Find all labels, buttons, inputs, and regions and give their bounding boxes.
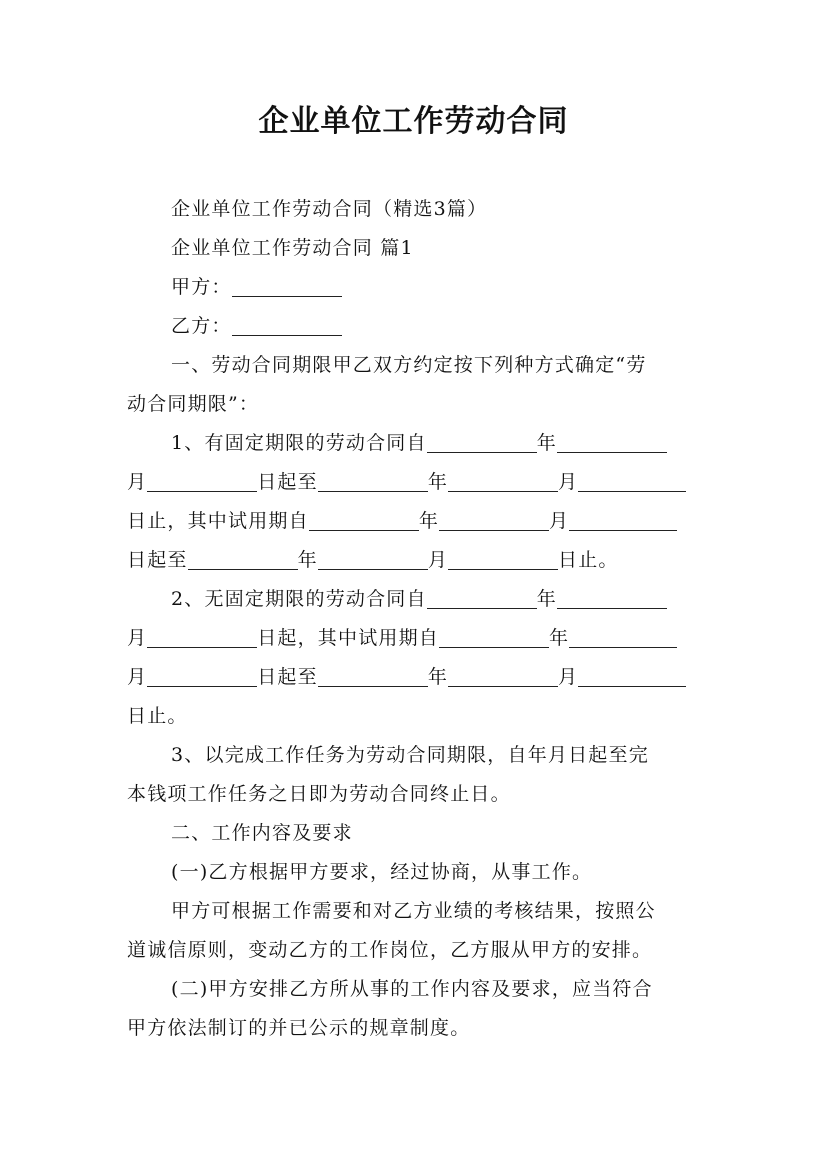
text-segment: 月 [558,471,579,493]
fill-blank [318,469,428,492]
fill-blank [569,508,677,531]
text-segment: 年 [549,627,570,649]
fill-blank [427,586,537,609]
text-segment: 日起至 [127,549,188,571]
party-b-blank [232,313,342,336]
text-segment: 日起至 [257,666,318,688]
party-a-line [127,268,703,307]
text-segment: 月 [558,666,579,688]
text-segment: 年 [536,432,557,454]
text-segment: 日起至 [257,471,318,493]
fill-blank [439,508,549,531]
paragraph-line: 一、劳动合同期限甲乙双方约定按下列种方式确定“劳 [171,354,647,376]
open-term-line [127,580,703,619]
text-segment: 年 [297,549,318,571]
text-segment: 1、有固定期限的劳动合同自 [171,432,427,454]
party-a-label: 甲方： [171,276,232,298]
party-a-blank [232,274,342,297]
paragraph-line: 本钱项工作任务之日即为劳动合同终止日。 [127,783,511,805]
fill-blank [448,469,558,492]
open-term-line [127,619,703,658]
fill-blank [448,547,558,570]
fill-blank [578,469,686,492]
fill-blank [318,664,428,687]
text-segment: 年 [418,510,440,532]
fill-blank [557,430,667,453]
open-term-line: 日止。 [127,705,188,727]
fill-blank [439,625,549,648]
open-term-line [127,658,703,697]
fixed-term-line [127,541,703,580]
fixed-term-line [127,463,703,502]
text-segment: 日止。 [558,549,619,571]
text-segment: 月 [127,627,148,649]
paragraph-line: 3、以完成工作任务为劳动合同期限，自年月日起至完 [171,744,649,766]
fill-blank [557,586,667,609]
paragraph-line: 甲方可根据工作需要和对乙方业绩的考核结果，按照公 [171,900,656,922]
fill-blank [318,547,428,570]
fill-blank [569,625,677,648]
fill-blank [147,469,257,492]
paragraph-line: (一)乙方根据甲方要求，经过协商，从事工作。 [171,861,593,883]
text-segment: 年 [427,666,449,688]
subtitle-line: 企业单位工作劳动合同（精选3篇） [171,198,488,220]
text-segment: 日起，其中试用期自 [257,627,440,649]
text-segment: 月 [549,510,570,532]
party-b-label: 乙方： [171,315,232,337]
text-segment: 日止，其中试用期自 [127,510,309,532]
fill-blank [188,547,298,570]
paragraph-line: 甲方依法制订的并已公示的规章制度。 [127,1017,471,1039]
paragraph-line: 动合同期限”： [127,393,260,415]
section-heading: 二、工作内容及要求 [171,822,353,844]
text-segment: 月 [127,666,148,688]
party-b-line [127,307,703,346]
text-segment: 月 [127,471,148,493]
document-body [127,190,703,1048]
fill-blank [427,430,537,453]
document-title: 企业单位工作劳动合同 [258,104,569,139]
text-segment: 2、无固定期限的劳动合同自 [171,588,427,610]
section-heading: 企业单位工作劳动合同 篇1 [171,237,414,259]
text-segment: 月 [427,549,449,571]
fixed-term-line [127,502,703,541]
text-segment: 年 [427,471,449,493]
text-segment: 年 [536,588,557,610]
fill-blank [309,508,419,531]
fill-blank [448,664,558,687]
fill-blank [578,664,686,687]
fill-blank [147,664,257,687]
fixed-term-line [127,424,703,463]
paragraph-line: 道诚信原则，变动乙方的工作岗位，乙方服从甲方的安排。 [127,939,653,961]
paragraph-line: (二)甲方安排乙方所从事的工作内容及要求，应当符合 [171,978,653,1000]
fill-blank [147,625,257,648]
